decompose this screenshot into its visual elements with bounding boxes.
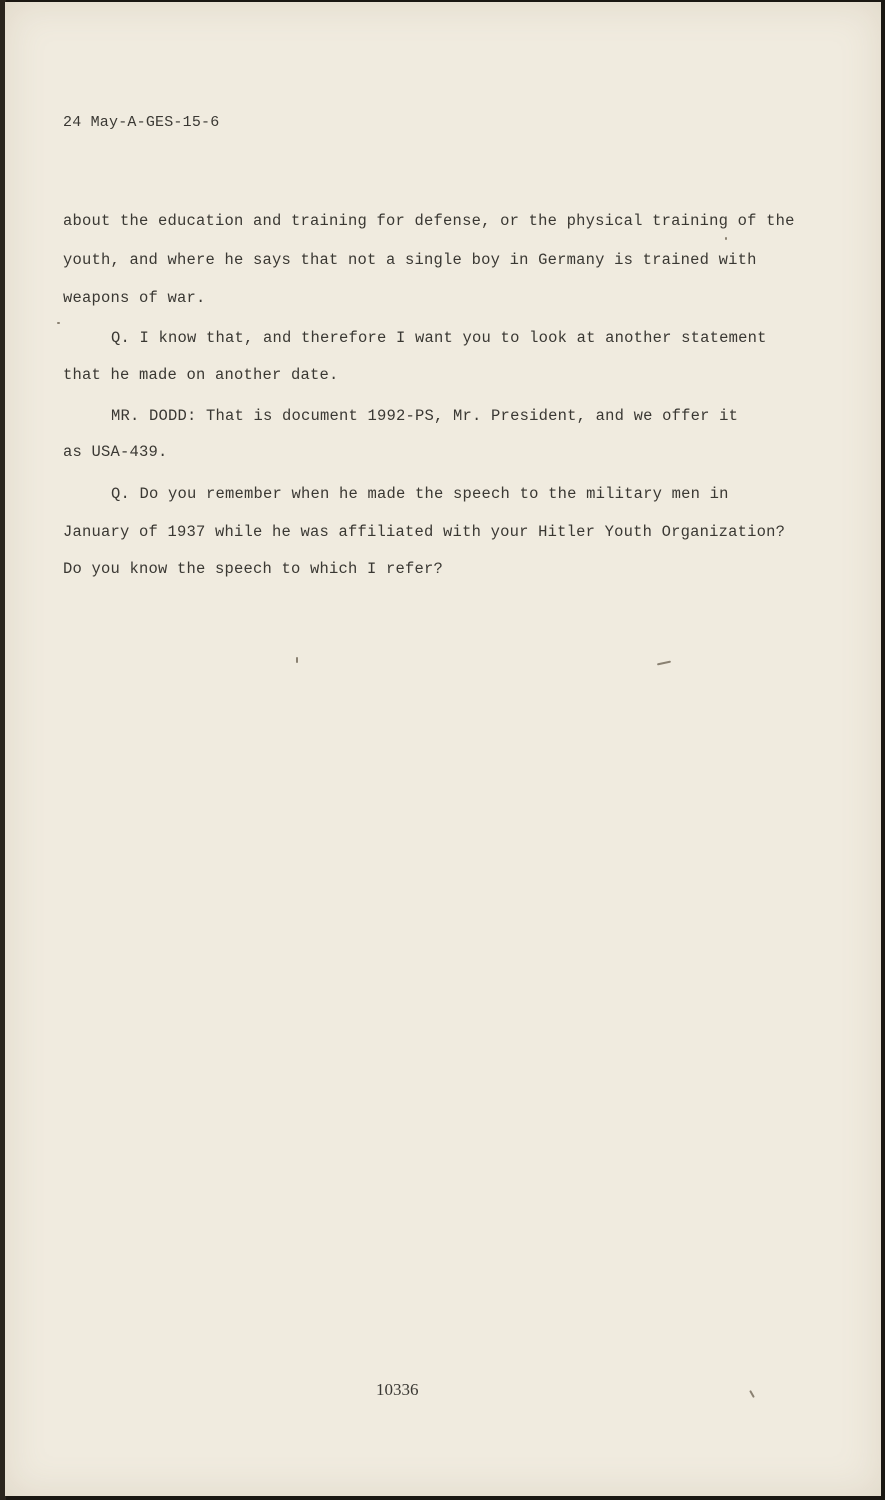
text-line-4: Q. I know that, and therefore I want you to look at another statement (111, 329, 767, 347)
text-line-6: MR. DODD: That is document 1992-PS, Mr. President, and we offer it (111, 407, 739, 425)
paper-mark (725, 237, 727, 240)
text-line-1: about the education and training for defense, or the physical training of the (63, 212, 795, 230)
paper-mark (57, 322, 60, 324)
document-page (5, 2, 881, 1496)
paper-mark (657, 661, 671, 666)
document-reference: 24 May-A-GES-15-6 (63, 114, 220, 131)
page-number: 10336 (376, 1380, 419, 1399)
text-line-2: youth, and where he says that not a single boy in Germany is trained with (63, 251, 757, 269)
text-line-3: weapons of war. (63, 289, 206, 307)
text-line-5: that he made on another date. (63, 366, 339, 384)
text-line-7: as USA-439. (63, 443, 168, 461)
text-line-8: Q. Do you remember when he made the speech to the military men in (111, 485, 729, 503)
text-line-9: January of 1937 while he was affiliated with your Hitler Youth Organization? (63, 523, 786, 541)
text-line-10: Do you know the speech to which I refer? (63, 560, 444, 578)
paper-mark (296, 657, 298, 663)
paper-mark (749, 1390, 755, 1398)
